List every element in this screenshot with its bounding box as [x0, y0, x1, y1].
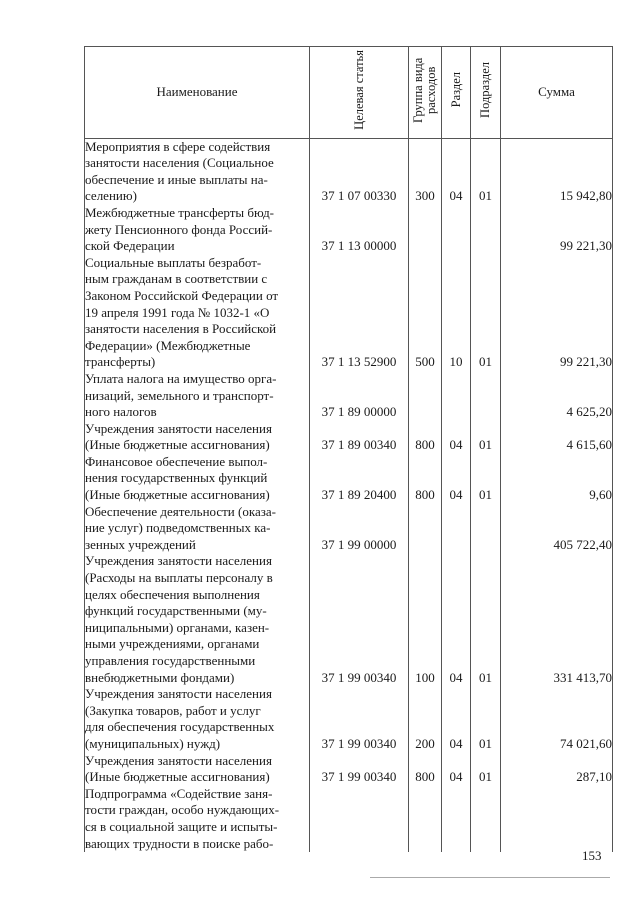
row-target-cell: 37 1 89 00000 — [310, 371, 409, 421]
row-section-cell — [442, 786, 471, 852]
row-subsection-cell: 01 — [471, 686, 501, 752]
row-group-cell — [409, 205, 442, 255]
row-name-cell: Уплата налога на имущество орга- низаций, земельного и транспорт- ного налогов — [85, 371, 310, 421]
row-group-cell — [409, 786, 442, 852]
row-sum-cell: 74 021,60 — [501, 686, 613, 752]
row-section-cell: 04 — [442, 686, 471, 752]
row-target-cell: 37 1 89 00340 — [310, 421, 409, 454]
header-target-article: Целевая статья — [310, 47, 409, 139]
row-target-cell — [310, 786, 409, 852]
row-target-cell: 37 1 99 00340 — [310, 753, 409, 786]
row-group-cell: 100 — [409, 553, 442, 686]
header-section: Раздел — [442, 47, 471, 139]
table-row — [85, 138, 613, 205]
row-group-cell: 800 — [409, 421, 442, 454]
row-section-cell — [442, 205, 471, 255]
row-subsection-cell: 01 — [471, 454, 501, 504]
row-target-cell: 37 1 99 00340 — [310, 553, 409, 686]
row-group-cell: 800 — [409, 454, 442, 504]
row-name-cell: Социальные выплаты безработ- ным гражданам в соответствии с Законом Российской Федерации от 19 апреля 1991 года № 1032-1 «О занятости населения в Российской Федерации» (Межбюджетные трансферты) — [85, 255, 310, 371]
row-name-cell: Обеспечение деятельности (оказа- ние услуг) подведомственных ка- зенных учреждений — [85, 504, 310, 554]
row-sum-cell: 99 221,30 — [501, 255, 613, 371]
row-target-cell: 37 1 13 00000 — [310, 205, 409, 255]
row-section-cell — [442, 371, 471, 421]
table-row — [85, 421, 613, 454]
row-subsection-cell — [471, 371, 501, 421]
row-section-cell: 04 — [442, 454, 471, 504]
row-subsection-cell: 01 — [471, 553, 501, 686]
row-target-cell: 37 1 13 52900 — [310, 255, 409, 371]
row-group-cell: 200 — [409, 686, 442, 752]
row-section-cell: 04 — [442, 753, 471, 786]
row-subsection-cell: 01 — [471, 421, 501, 454]
row-subsection-cell: 01 — [471, 255, 501, 371]
table-row — [85, 205, 613, 255]
row-name-cell: Учреждения занятости населения (Закупка товаров, работ и услуг для обеспечения государственных (муниципальных) нужд) — [85, 686, 310, 752]
row-section-cell: 04 — [442, 553, 471, 686]
header-sum: Сумма — [501, 47, 613, 139]
row-sum-cell: 4 615,60 — [501, 421, 613, 454]
row-section-cell: 04 — [442, 421, 471, 454]
row-sum-cell: 15 942,80 — [501, 138, 613, 205]
row-target-cell: 37 1 99 00000 — [310, 504, 409, 554]
row-sum-cell: 9,60 — [501, 454, 613, 504]
header-name: Наименование — [85, 47, 310, 139]
row-section-cell — [442, 504, 471, 554]
page-number: 153 — [582, 848, 602, 863]
row-sum-cell: 99 221,30 — [501, 205, 613, 255]
row-name-cell: Учреждения занятости населения (Расходы на выплаты персоналу в целях обеспечения выполнения функций государственными (му- ниципальными) органами, казен- ными учреждениями, органами управления государственными внебюджетными фондами) — [85, 553, 310, 686]
header-subsection: Подраздел — [471, 47, 501, 139]
row-sum-cell: 331 413,70 — [501, 553, 613, 686]
row-group-cell: 800 — [409, 753, 442, 786]
header-expense-group: Группа вида расходов — [409, 47, 442, 139]
row-section-cell: 04 — [442, 138, 471, 205]
table-row — [85, 686, 613, 752]
row-section-cell: 10 — [442, 255, 471, 371]
table-row — [85, 553, 613, 686]
table-row — [85, 255, 613, 371]
row-subsection-cell — [471, 504, 501, 554]
row-sum-cell: 287,10 — [501, 753, 613, 786]
row-name-cell: Межбюджетные трансферты бюд- жету Пенсионного фонда Россий- ской Федерации — [85, 205, 310, 255]
row-name-cell: Мероприятия в сфере содействия занятости населения (Социальное обеспечение и иные выплаты на- селению) — [85, 138, 310, 205]
row-sum-cell: 4 625,20 — [501, 371, 613, 421]
row-name-cell: Учреждения занятости населения (Иные бюджетные ассигнования) — [85, 753, 310, 786]
table-row — [85, 753, 613, 786]
row-group-cell: 500 — [409, 255, 442, 371]
row-name-cell: Подпрограмма «Содействие заня- тости граждан, особо нуждающих- ся в социальной защите и испыты- вающих трудности в поиске рабо- — [85, 786, 310, 852]
row-subsection-cell — [471, 205, 501, 255]
row-target-cell: 37 1 89 20400 — [310, 454, 409, 504]
row-subsection-cell: 01 — [471, 753, 501, 786]
budget-table — [84, 46, 613, 852]
table-row — [85, 786, 613, 852]
row-name-cell: Учреждения занятости населения (Иные бюджетные ассигнования) — [85, 421, 310, 454]
row-group-cell — [409, 504, 442, 554]
row-subsection-cell: 01 — [471, 138, 501, 205]
row-target-cell: 37 1 99 00340 — [310, 686, 409, 752]
table-row — [85, 371, 613, 421]
row-name-cell: Финансовое обеспечение выпол- нения государственных функций (Иные бюджетные ассигнования) — [85, 454, 310, 504]
row-group-cell: 300 — [409, 138, 442, 205]
footer-divider — [370, 877, 610, 878]
table-row — [85, 504, 613, 554]
row-group-cell — [409, 371, 442, 421]
row-sum-cell: 405 722,40 — [501, 504, 613, 554]
row-sum-cell — [501, 786, 613, 852]
row-subsection-cell — [471, 786, 501, 852]
table-row — [85, 454, 613, 504]
table-header-row — [85, 47, 613, 139]
row-target-cell: 37 1 07 00330 — [310, 138, 409, 205]
